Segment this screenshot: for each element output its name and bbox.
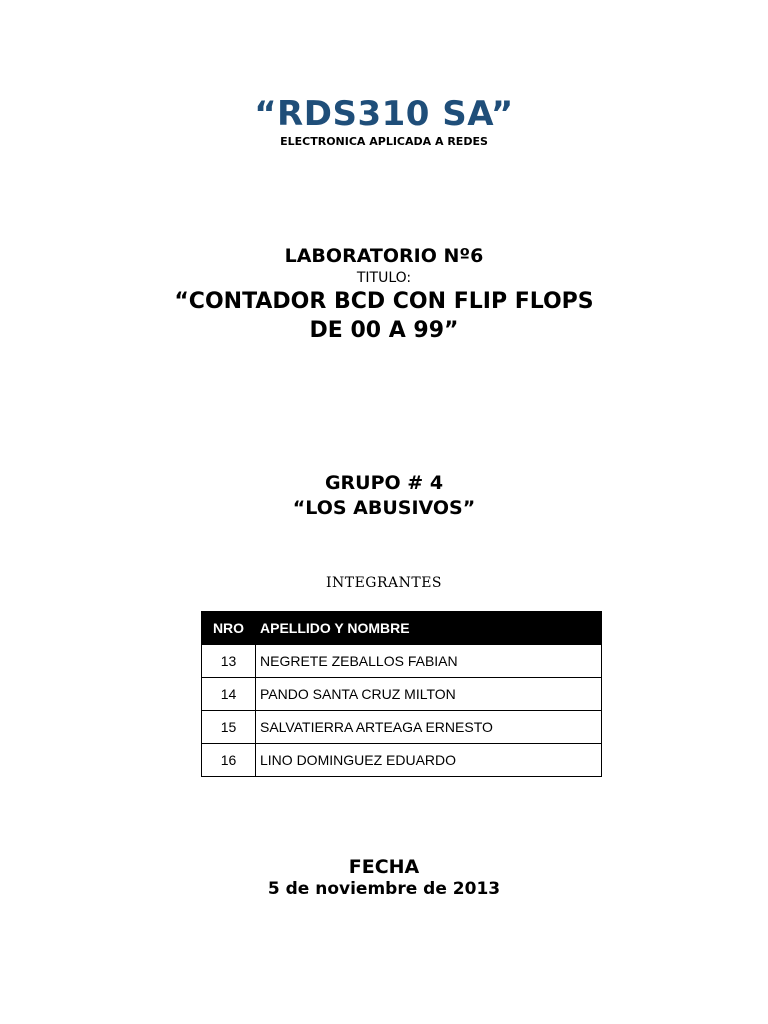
member-number: 14	[202, 678, 256, 711]
table-row	[202, 711, 602, 744]
company-subtitle: ELECTRONICA APLICADA A REDES	[280, 135, 488, 148]
company-name: “RDS310 SA”	[254, 94, 514, 134]
member-number: 15	[202, 711, 256, 744]
member-number: 16	[202, 744, 256, 777]
lab-title-line-1: “CONTADOR BCD CON FLIP FLOPS	[174, 289, 594, 314]
lab-number: LABORATORIO Nº6	[284, 245, 484, 267]
member-name: NEGRETE ZEBALLOS FABIAN	[256, 645, 602, 678]
table-row	[202, 645, 602, 678]
group-number: GRUPO # 4	[324, 472, 444, 494]
table-header-row	[202, 612, 602, 645]
member-name: PANDO SANTA CRUZ MILTON	[256, 678, 602, 711]
member-name: SALVATIERRA ARTEAGA ERNESTO	[256, 711, 602, 744]
members-heading: INTEGRANTES	[325, 575, 443, 591]
member-name: LINO DOMINGUEZ EDUARDO	[256, 744, 602, 777]
date-value: 5 de noviembre de 2013	[267, 879, 501, 899]
date-label: FECHA	[348, 856, 420, 878]
column-header-name: APELLIDO Y NOMBRE	[256, 612, 602, 645]
lab-title-line-2: DE 00 A 99”	[309, 318, 459, 343]
member-number: 13	[202, 645, 256, 678]
column-header-nro: NRO	[202, 612, 256, 645]
lab-title-label: TITULO:	[356, 270, 412, 286]
table-row	[202, 744, 602, 777]
members-table	[201, 611, 602, 777]
group-name: “LOS ABUSIVOS”	[292, 497, 476, 519]
table-row	[202, 678, 602, 711]
